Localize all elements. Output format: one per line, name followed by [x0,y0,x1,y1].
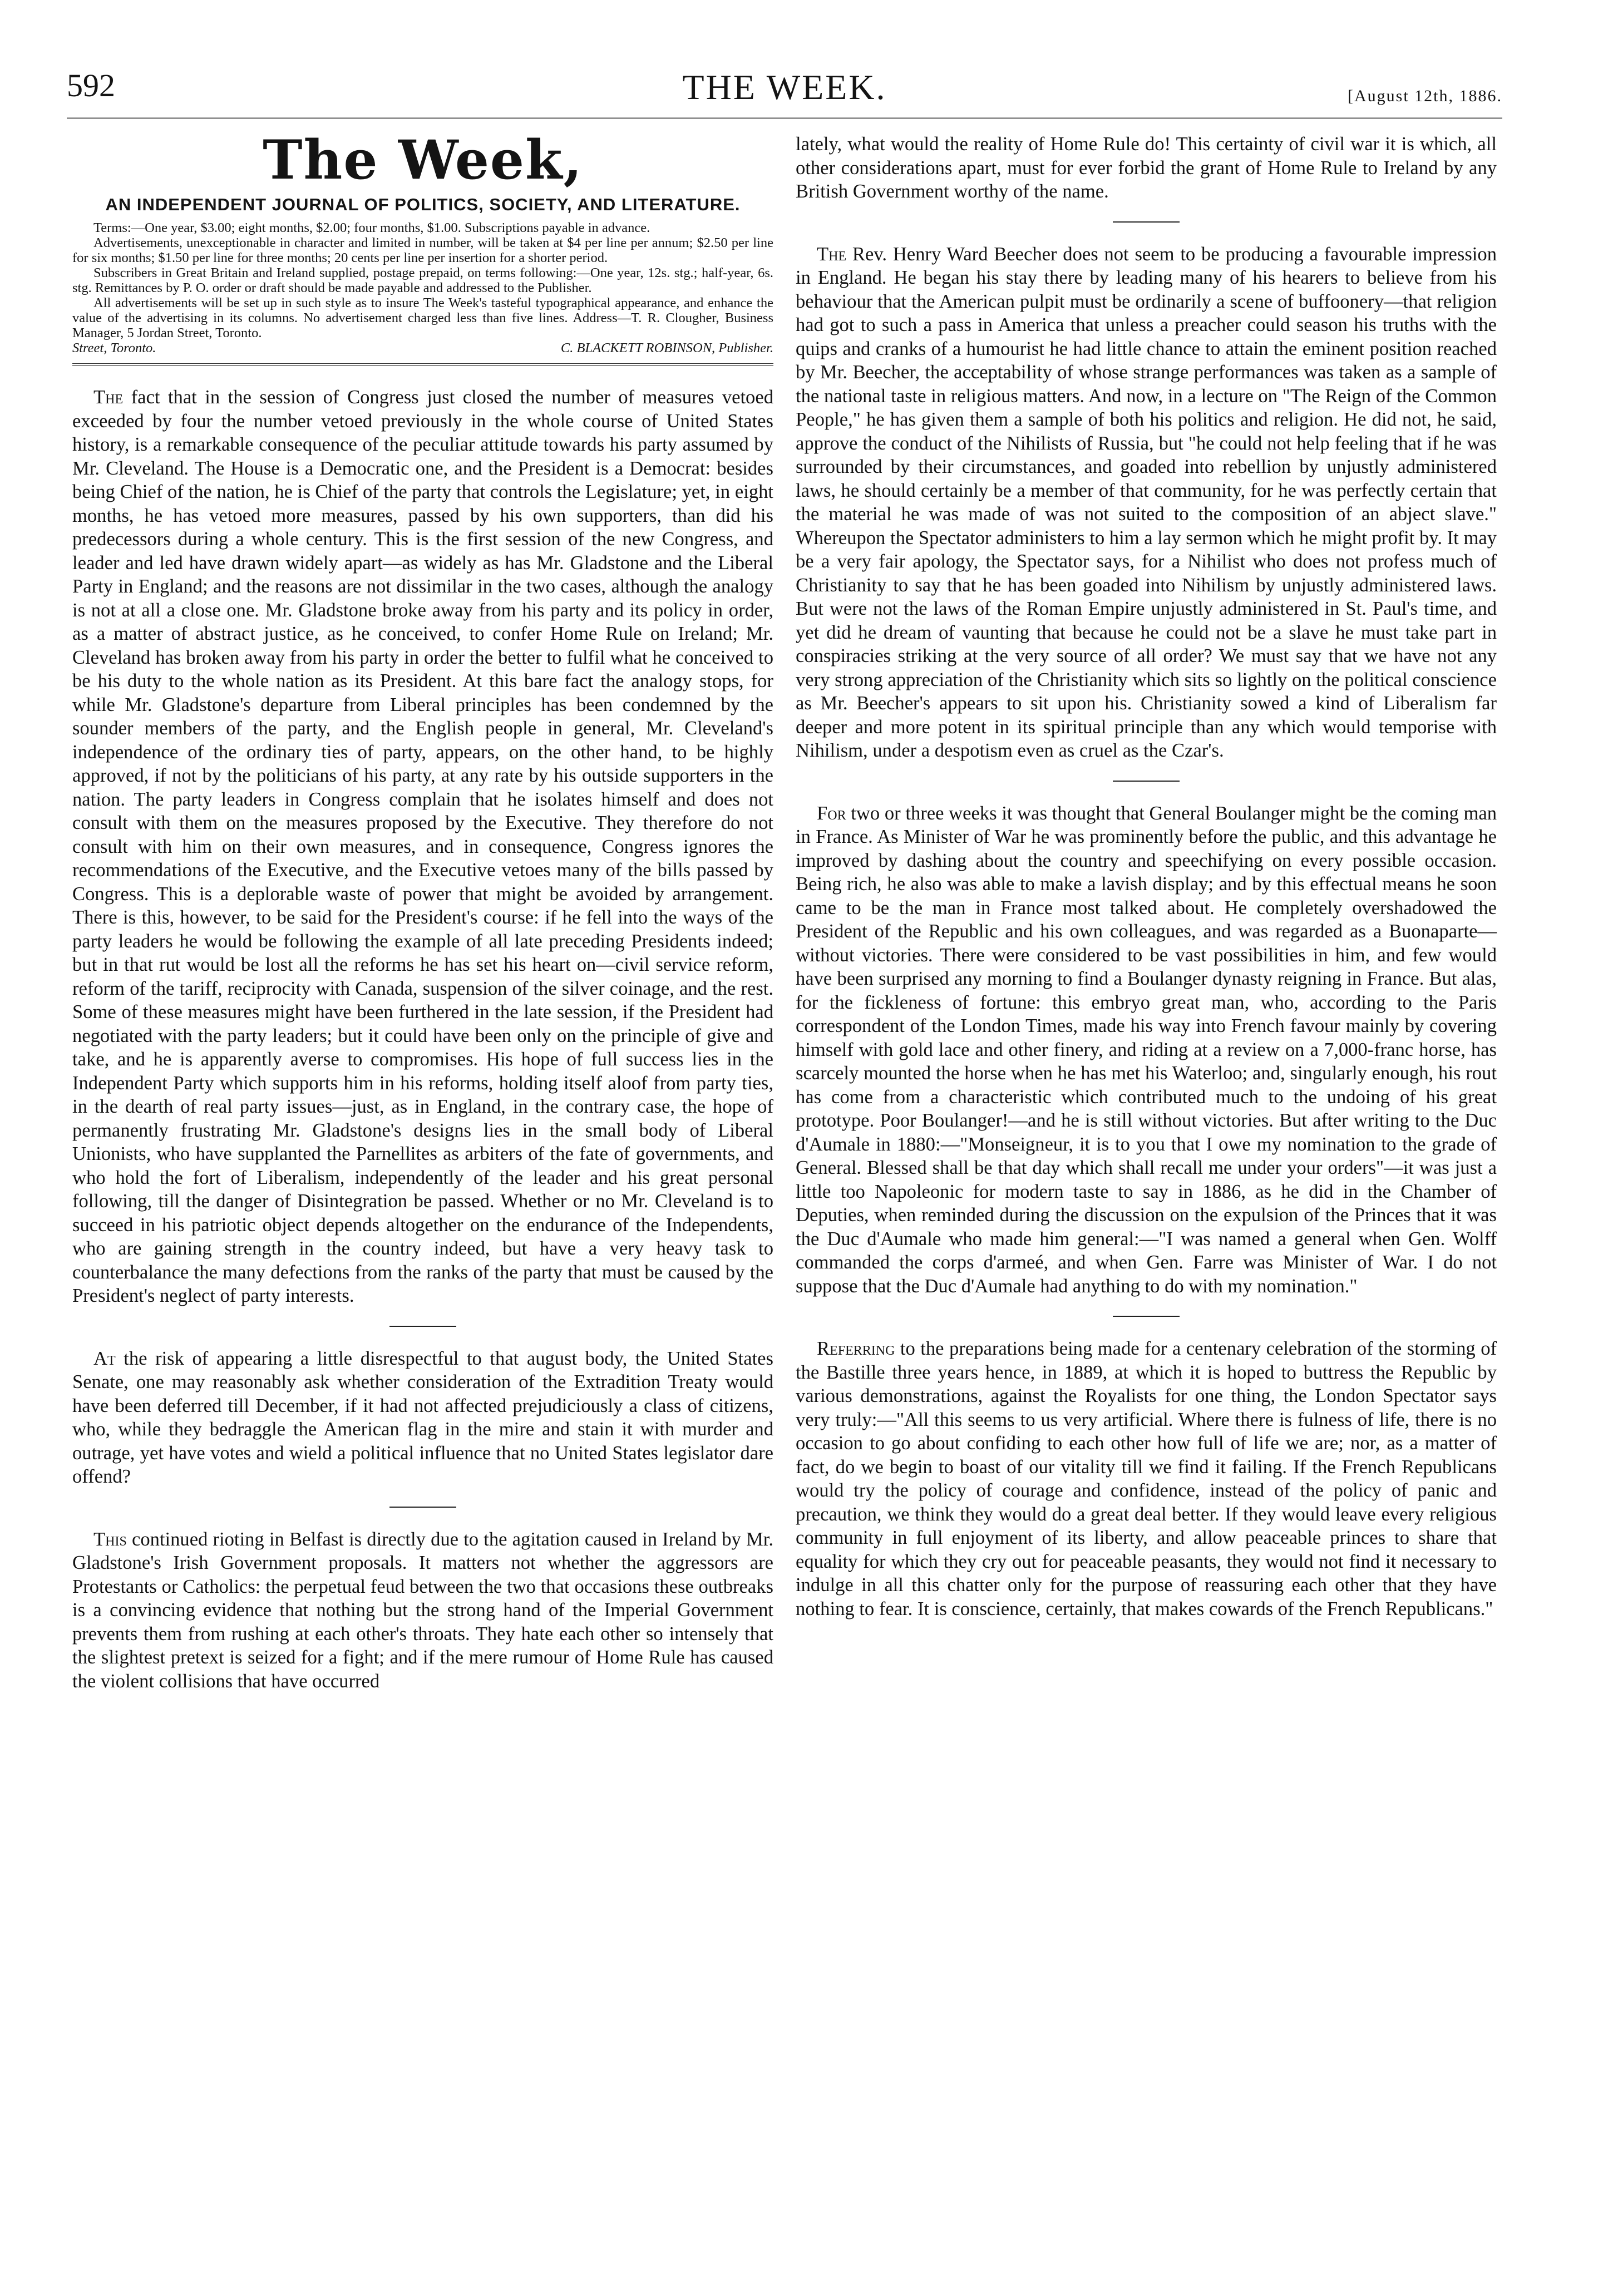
article-extradition-treaty [72,1347,773,1489]
address-text: Street, Toronto. [72,340,156,355]
subscribers-text: Subscribers in Great Britain and Ireland supplied, postage prepaid, on terms following:—One year, 12s. stg.; half-year, 6s. stg. Remittances by P. O. order or draft should be made payable and addressed to the Publisher. [72,265,773,295]
masthead-subtitle: AN INDEPENDENT JOURNAL OF POLITICS, SOCIETY, AND LITERATURE. [105,195,741,214]
header-rule [67,117,1502,119]
article-lead: Referring [817,1338,895,1359]
masthead-notice [72,220,773,355]
masthead-rule [72,363,773,366]
article-beecher [796,243,1497,763]
article-separator [389,1507,456,1508]
article-home-rule-continued [796,132,1497,204]
advertisements-text: Advertisements, unexceptionable in character and limited in number, will be taken at $4 per line per annum; $2.50 per line for six months; $1.50 per line for three months; 20 cents per line per insertion for a shorter period. [72,235,773,265]
article-body: Rev. Henry Ward Beecher does not seem to be producing a favourable impression in England. He began his stay there by leading many of his hearers to believe from his behaviour that the American pulpit must be ordinarily a scene of buffoonery—that religion had got to such a pass in America that unless a preacher could season his truths with the quips and cranks of a humourist he had little chance to attain the eminent position reached by Mr. Beecher, the acceptability of whose strange performances was taken as a sample of the national taste in religious matters. And now, in a lecture on "The Reign of the Common People," he has given them a sample of both his politics and religion. He did not, he said, approve the conduct of the Nihilists of Russia, but "he could not help feeling that if he was surrounded by their circumstances, and goaded into rebellion by unjustly administered laws, he should certainly be a member of that community, for he was perfectly certain that the material he was made of was not suited to the composition of an abject slave." Whereupon the Spectator administers to him a lay sermon which he might profit by. It may be a very fair apology, the Spectator says, for a Nihilist who does not profess much of Christianity to say that he has been goaded into Nihilism by unjustly administered laws. But were not the laws of the Roman Empire unjustly administered in St. Paul's time, and yet did he dream of vaunting that because he could not be a slave he must take part in conspiracies striking at the very source of all order? We must say that we have not any very strong appreciation of the Christianity which sits so lightly on the political conscience as Mr. Beecher's appears to sit upon his. Christianity sowed a kind of Liberalism far deeper and more potent in its spiritual principle than any which would temporise with Nihilism, under a despotism even as cruel as the Czar's. [796,243,1497,761]
article-lead: This [93,1528,127,1550]
article-body: fact that in the session of Congress just closed the number of measures vetoed exceeded by four the number vetoed previously in the whole course of United States history, is a remarkable consequence of the peculiar attitude towards his party assumed by Mr. Cleveland. The House is a Democratic one, and the President is a Democrat: besides being Chief of the nation, he is Chief of the party that controls the Legislature; yet, in eight months, he has vetoed more measures, passed by his own supporters, than did his predecessors during a whole century. This is the first session of the new Congress, and leader and led have drawn widely apart—as widely as has Mr. Gladstone and the Liberal Party in England; and the reasons are not dissimilar in the two cases, although the analogy is not at all a close one. Mr. Gladstone broke away from his party and its policy in order, as a matter of abstract justice, as he conceived, to confer Home Rule on Ireland; Mr. Cleveland has broken away from his party in order the better to fulfil what he conceived to be his duty to the whole nation as its President. At this bare fact the analogy stops, for while Mr. Gladstone's departure from Liberal principles has been condemned by the sounder members of the party, and the English people in general, Mr. Cleveland's independence of the ordinary ties of party, appears, on the other hand, to be highly approved, if not by the politicians of his party, at any rate by his outside supporters in the nation. The party leaders in Congress complain that he isolates himself and does not consult with them on the measures proposed by the Executive. They therefore do not consult with him on their own measures, and in consequence, Congress ignores the recommendations of the Executive, and the Executive vetoes many of the bills passed by Congress. This is a deplorable waste of power that might be avoided by arrangement. There is this, however, to be said for the President's course: if he fell into the ways of the party leaders he would be following the example of all late preceding Presidents indeed; but in that rut would be lost all the reforms he has set his heart on—civil service reform, reform of the tariff, reciprocity with Canada, suspension of the silver coinage, and the rest. Some of these measures might have been furthered in the late session, if the President had negotiated with the party leaders; but it could have been only on the principle of give and take, and he is apparently averse to compromises. His hope of full success lies in the Independent Party which supports him in his reforms, holding itself aloof from party ties, in the dearth of real party issues—just, as in England, in the contrary case, the hope of permanently frustrating Mr. Gladstone's designs lies in the small body of Liberal Unionists, who have supplanted the Parnellites as arbiters of the fate of governments, and who hold the fort of Liberalism, independently of the leader and his great personal following, till the danger of Disintegration be passed. Whether or no Mr. Cleveland is to succeed in his patriotic object depends altogether on the endurance of the Independents, who are gaining strength in the country indeed, but have a very heavy task to counterbalance the many defections from the ranks of the party that must be caused by the President's neglect of party interests. [72,387,773,1306]
article-body: continued rioting in Belfast is directly due to the agitation caused in Ireland by Mr. Gladstone's Irish Government proposals. It matters not whether the aggressors are Protestants or Catholics: the perpetual feud between the two that occasions these outbreaks is a convincing evidence that nothing but the strong hand of the Imperial Government prevents them from rushing at each other's throats. They hate each other so intensely that the slightest pretext is seized for a fight; and if the mere rumour of Home Rule has caused the violent collisions that have occurred [72,1528,773,1692]
article-body: the risk of appearing a little disrespectful to that august body, the United States Senate, one may reasonably ask whether consideration of the Extradition Treaty would have been deferred till December, if it had not affected prejudiciously a class of citizens, who, while they bedraggle the American flag in the mire and stain it with murder and outrage, yet have votes and wield a political influence that no United States legislator dare offend? [72,1347,773,1487]
masthead-title: The Week, [263,129,583,191]
article-bastille-centenary [796,1337,1497,1621]
article-lead: The [817,243,847,265]
article-body: to the preparations being made for a centenary celebration of the storming of the Bastille three years hence, in 1889, at which it is hoped to buttress the Republic by various demonstrations, against the Royalists for one thing, the London Spectator says very truly:—"All this seems to us very artificial. Where there is fulness of life, there is no occasion to go about confiding to each other how full of life we are; nor, as a matter of fact, do we begin to boast of our vitality till we find it failing. If the French Republicans would try the policy of courage and confidence, instead of the policy of panic and precaution, we think they would do a great deal better. If they would leave every religious community in full enjoyment of its liberty, and allow peaceable princes to share that equality for which they cry out for peaceable peasants, they would not find it necessary to indulge in all this chatter only for the purpose of reassuring each other that they have nothing to fear. It is conscience, certainly, that makes cowards of the French Republicans." [796,1338,1497,1619]
article-separator [389,1326,456,1327]
terms-text: Terms:—One year, $3.00; eight months, $2.00; four months, $1.00. Subscriptions payable in advance. [93,220,650,235]
article-boulanger [796,802,1497,1298]
masthead [72,129,773,366]
article-separator [1113,221,1180,223]
article-belfast-rioting [72,1528,773,1693]
issue-date: [August 12th, 1886. [1348,87,1502,105]
running-title: THE WEEK. [682,67,887,107]
left-column [72,129,773,1693]
publisher-line [72,340,773,355]
article-lead: For [817,802,846,824]
article-body: two or three weeks it was thought that General Boulanger might be the coming man in France. As Minister of War he was prominently before the public, and this advantage he improved by dashing about the country and speechifying on every possible occasion. Being rich, he also was able to make a lavish display; and by this effectual means he soon came to be the man in France most talked about. He completely overshadowed the President of the Republic and his own colleagues, and was regarded as a Buonaparte—without victories. There were considered to be vast possibilities in him, and few would have been surprised any morning to find a Boulanger dynasty reigning in France. But alas, for the fickleness of fortune: this embryo great man, who, according to the Paris correspondent of the London Times, made his way into French favour mainly by covering himself with gold lace and other finery, and riding at a review on a 7,000-franc horse, has scarcely mounted the horse when he has met his Waterloo; and, singularly enough, his rout has come from a characteristic which contributed much to the undoing of his great prototype. Poor Boulanger!—and he is still without victories. But after writing to the Duc d'Aumale in 1880:—"Monseigneur, it is to you that I owe my nomination to the grade of General. Blessed shall be that day which shall recall me under your orders"—it was just a little too Napoleonic for modern taste to say in 1886, as he did in the Chamber of Deputies, when reminded during the discussion on the expulsion of the Princes that it was the Duc d'Aumale who made him general:—"I was named a general when Gen. Wolff commanded the corps d'armeé, and when Gen. Farre was Minister of War. I do not suppose that the Duc d'Aumale had anything to do with my nomination." [796,802,1497,1297]
article-body: lately, what would the reality of Home Rule do! This certainty of civil war it is which, all other considerations apart, must for ever forbid the grant of Home Rule to Ireland by any British Government worthy of the name. [796,134,1497,202]
article-separator [1113,781,1180,782]
page-number: 592 [67,67,115,103]
article-separator [1113,1316,1180,1317]
article-lead: At [93,1347,116,1369]
article-lead: The [93,387,124,408]
right-column [796,132,1497,1621]
article-congress-vetoes [72,386,773,1308]
setup-text: All advertisements will be set up in such style as to insure The Week's tasteful typographical appearance, and enhance the value of the advertising in its columns. No advertisement charged less than five lines. Address—T. R. Clougher, Business Manager, 5 Jordan Street, Toronto. [72,295,773,340]
page-header [67,67,1502,111]
publisher-name: C. BLACKETT ROBINSON, Publisher. [560,340,773,355]
